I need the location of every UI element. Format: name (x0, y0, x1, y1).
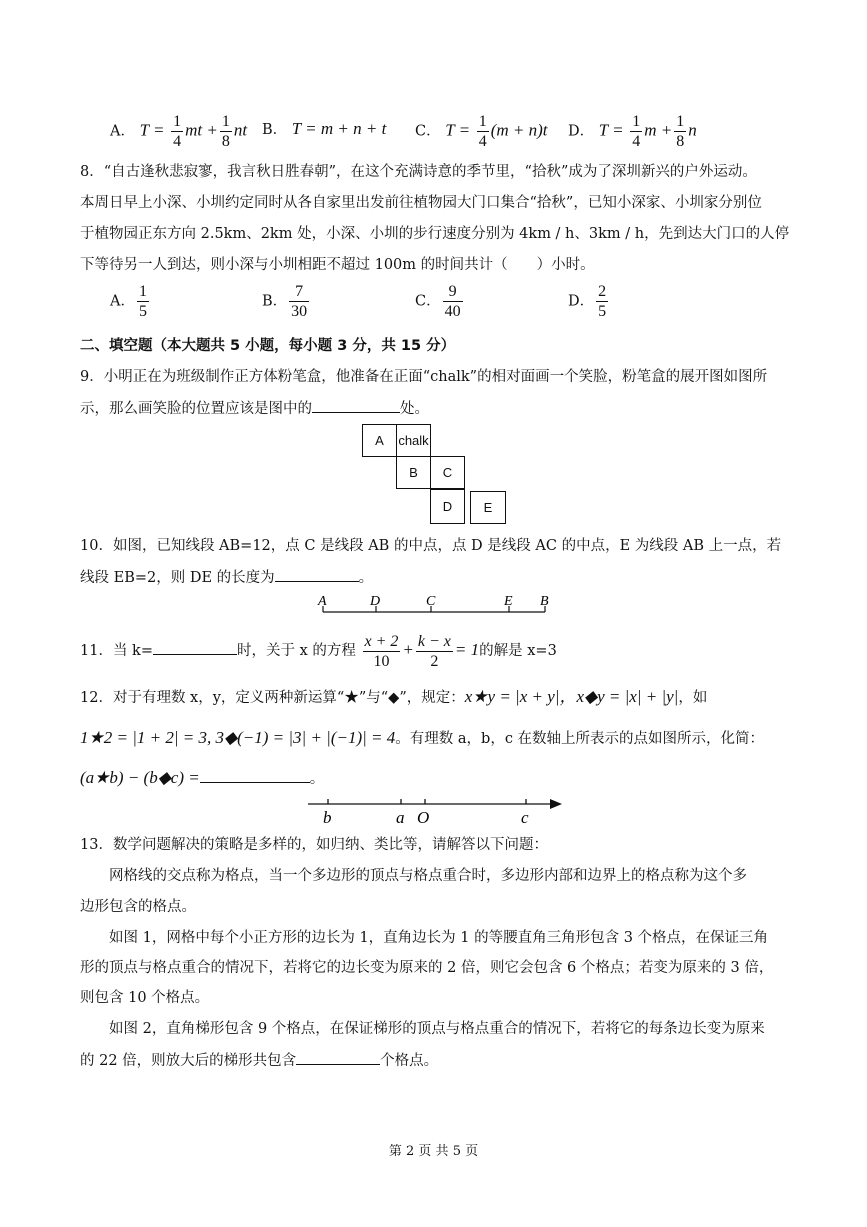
fraction: $\frac{1}{5}$ (138, 283, 147, 320)
q8-option-b: B． $\frac{7}{30}$ (262, 283, 308, 320)
q13-line-1: 13．数学问题解决的策略是多样的，如归纳、类比等，请解答以下问题： (80, 837, 548, 853)
fraction: $\frac{1}{8}$ (221, 113, 230, 150)
answer-blank[interactable] (312, 396, 400, 413)
net-cell-a: A (362, 424, 397, 457)
answer-blank[interactable] (200, 766, 310, 783)
option-label: A． (110, 123, 135, 140)
fraction: $\frac{1}{4}$ (173, 113, 182, 150)
point-label-c: C (426, 594, 436, 609)
net-cell-e: E (470, 491, 506, 524)
net-cell-c: C (430, 456, 465, 489)
answer-blank[interactable] (153, 638, 237, 655)
axis-label-b: b (323, 808, 332, 827)
answer-blank[interactable] (296, 1048, 380, 1065)
q7-option-a: A． T = $\frac{1}{4}$ mt + $\frac{1}{8}$ nt (110, 113, 248, 150)
section-heading: 二、填空题（本大题共 5 小题，每小题 3 分，共 15 分） (80, 338, 456, 354)
q12-line-3: (a★b) − (b◆c) = 。 (80, 768, 325, 787)
fraction: $\frac{1}{4}$ (478, 113, 487, 150)
q13-line-8: 的 22 倍，则放大后的梯形共包含 个格点。 (80, 1048, 438, 1071)
net-cell-chalk: chalk (396, 424, 431, 457)
axis-label-a: a (396, 808, 405, 827)
option-label: C． (415, 123, 441, 140)
q13-line-2: 网格线的交点称为格点，当一个多边形的顶点与格点重合时，多边形内部和边界上的格点称为这个多 (80, 868, 747, 884)
q7-option-c: C． T = $\frac{1}{4}$ (m + n)t (415, 113, 548, 150)
point-label-a: A (318, 594, 327, 609)
point-label-e: E (504, 594, 513, 609)
segment-ab-figure (310, 592, 560, 618)
q7-option-d: D． T = $\frac{1}{4}$ m + $\frac{1}{8}$ n (568, 113, 697, 150)
answer-blank[interactable] (275, 565, 359, 582)
q10-line-2: 线段 EB=2，则 DE 的长度为 。 (80, 565, 373, 588)
axis-label-c: c (521, 808, 529, 827)
q8-line-3: 于植物园正东方向 2.5km、2km 处，小深、小圳的步行速度分别为 4km / h、3km / h，先到达大门口的人停 (80, 226, 790, 242)
q9-line-1: 9．小明正在为班级制作正方体粉笔盒，他准备在正面“chalk”的相对面画一个笑脸，粉笔盒的展开图如图所 (80, 369, 768, 385)
number-line-figure (300, 792, 570, 828)
net-cell-d: D (430, 489, 465, 524)
fraction: $\frac{x + 2}{10}$ (364, 632, 399, 670)
q8-option-c: C． $\frac{9}{40}$ (415, 283, 461, 320)
q8-line-2: 本周日早上小深、小圳约定同时从各自家里出发前往植物园大门口集合“拾秋”，已知小深家、小圳家分别位 (80, 195, 762, 211)
q8-option-d: D． $\frac{2}{5}$ (568, 283, 607, 320)
q13-line-5: 形的顶点与格点重合的情况下，若将它的边长变为原来的 2 倍，则它会包含 6 个格点；若变为原来的 3 倍， (80, 960, 774, 976)
q12-line-2: 1★2 = |1 + 2| = 3, 3◆(−1) = |3| + |(−1)| = 4。有理数 a，b，c 在数轴上所表示的点如图所示，化简： (80, 728, 765, 747)
net-cell-b: B (396, 456, 431, 489)
q8-line-4: 下等待另一人到达，则小深与小圳相距不超过 100m 的时间共计（ ）小时。 (80, 257, 595, 273)
option-label: B． (262, 122, 288, 138)
q13-line-4: 如图 1，网格中每个小正方形的边长为 1，直角边长为 1 的等腰直角三角形包含 3 个格点，在保证三角 (80, 930, 769, 946)
q13-line-3: 边形包含的格点。 (80, 899, 196, 915)
q7-option-b: B． T = m + n + t (262, 119, 387, 138)
q8-line-1: 8．“自古逢秋悲寂寥，我言秋日胜春朝”，在这个充满诗意的季节里，“拾秋”成为了深圳新兴的户外运动。 (80, 164, 757, 180)
q13-line-7: 如图 2，直角梯形包含 9 个格点，在保证梯形的顶点与格点重合的情况下，若将它的每条边长变为原来 (80, 1021, 765, 1037)
option-label: D． (568, 123, 595, 140)
q7-options (0, 112, 867, 152)
cube-net-figure (362, 424, 507, 526)
q10-line-1: 10．如图，已知线段 AB=12，点 C 是线段 AB 的中点，点 D 是线段 AC 的中点，E 为线段 AB 上一点，若 (80, 538, 782, 554)
fraction: $\frac{1}{8}$ (676, 113, 685, 150)
fraction: $\frac{k - x}{2}$ (417, 632, 451, 670)
fraction: $\frac{1}{4}$ (632, 113, 641, 150)
point-label-b: B (540, 594, 549, 609)
fraction: $\frac{2}{5}$ (598, 283, 607, 320)
q13-line-6: 则包含 10 个格点。 (80, 990, 210, 1006)
point-label-d: D (370, 594, 381, 609)
fraction: $\frac{9}{40}$ (444, 283, 461, 320)
fraction: $\frac{7}{30}$ (291, 283, 308, 320)
q12-line-1: 12．对于有理数 x，y，定义两种新运算“★”与“◆”，规定：x★y = |x + y|，x◆y = |x| + |y|，如 (80, 687, 708, 706)
q8-option-a: A． $\frac{1}{5}$ (110, 283, 147, 320)
q11-line: 11．当 k= 时，关于 x 的方程 $\frac{x + 2}{10}$ + $\frac{k - x}{2}$ = 1的解是 x=3 (80, 632, 557, 670)
axis-label-o: O (417, 808, 430, 827)
q9-line-2: 示，那么画笑脸的位置应该是图中的 处。 (80, 396, 429, 419)
page-footer: 第 2 页 共 5 页 (388, 1144, 479, 1159)
q8-options (0, 282, 867, 326)
